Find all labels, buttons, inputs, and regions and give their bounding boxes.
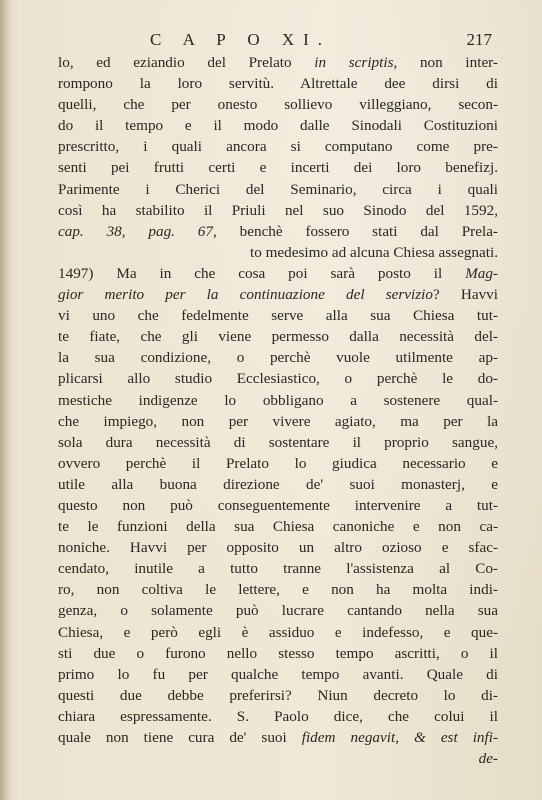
text-line — [58, 115, 498, 136]
text-run: , — [395, 729, 414, 746]
text-run: così ha stabilito il Priuli nel suo Sinodo del 1592, — [58, 201, 498, 219]
text-line — [58, 263, 498, 284]
text-run: ? Havvi — [432, 286, 498, 304]
page-number: 217 — [466, 30, 492, 49]
italic-text: in scriptis — [314, 54, 394, 71]
page-header — [58, 30, 498, 52]
text-line — [58, 643, 498, 664]
text-line — [58, 727, 498, 748]
text-run: questo non può conseguentemente intervenire a tut- — [58, 496, 498, 514]
text-run: questi due debbe preferirsi? Niun decreto lo di- — [58, 686, 498, 704]
text-run: che impiego, non per vivere agiato, ma per la — [58, 412, 498, 430]
text-line — [58, 136, 498, 157]
text-line — [58, 221, 498, 242]
text-line — [58, 579, 498, 600]
text-run: sola dura necessità di sostentare il proprio sangue, — [58, 433, 498, 451]
text-line — [58, 706, 498, 727]
text-line — [58, 347, 498, 368]
text-line — [58, 558, 498, 579]
text-line — [58, 157, 498, 178]
text-run: mestiche indigenze lo obbligano a sostenere qual- — [58, 391, 498, 409]
italic-text: fidem negavit — [301, 729, 396, 746]
text-run: utile alla buona direzione de' suoi monasterj, e — [58, 475, 498, 493]
text-run: ro, non coltiva le lettere, e non ha molta indi- — [58, 581, 498, 599]
text-line — [58, 600, 498, 621]
text-line — [58, 453, 498, 474]
text-line — [58, 326, 498, 347]
text-run: , non inter- — [393, 54, 498, 71]
text-run: ovvero perchè il Prelato lo giudica necessario e — [58, 454, 498, 472]
text-line — [58, 305, 498, 326]
text-run: te fiate, che gli viene permesso dalla necessità del- — [58, 328, 498, 346]
text-run: do il tempo e il modo dalle Sinodali Costituzioni — [58, 117, 498, 135]
italic-text: de- — [478, 750, 498, 768]
text-run: lo, ed eziandio del Prelato — [58, 54, 315, 71]
text-run: la sua condizione, o perchè vuole utilmente ap- — [58, 349, 498, 367]
text-line — [58, 537, 498, 558]
running-head: C A P O XI. — [150, 30, 332, 49]
text-run: to medesimo ad alcuna Chiesa assegnati. — [250, 243, 498, 261]
text-run: sti due o furono nello stesso tempo ascritti, o il — [58, 644, 498, 662]
text-line — [58, 411, 498, 432]
text-run: genza, o solamente può lucrare cantando nella sua — [58, 602, 498, 620]
text-run: prescritto, i quali ancora si computano come pre- — [58, 138, 498, 156]
italic-text: gior merito per la continuazione del servizio — [58, 286, 433, 304]
text-line — [58, 664, 498, 685]
text-run: quelli, che per onesto sollievo villeggiano, secon- — [58, 96, 498, 114]
italic-text: cap. 38, pag. 67 — [58, 222, 213, 240]
text-line — [58, 179, 498, 200]
text-line — [58, 622, 498, 643]
italic-text: Mag- — [465, 264, 498, 282]
body-text — [58, 52, 498, 769]
text-line — [58, 94, 498, 115]
text-line — [58, 685, 498, 706]
text-run: plicarsi allo studio Ecclesiastico, o perchè le do- — [58, 370, 498, 388]
text-run: , benchè fossero stati dal Prela- — [213, 222, 498, 240]
text-run: rompono la loro servitù. Altrettale dee dirsi di — [58, 75, 498, 93]
text-run: 1497) Ma in che cosa poi sarà posto il — [58, 264, 466, 282]
text-run: quale non tiene cura de' suoi — [58, 729, 302, 746]
text-line — [58, 284, 498, 305]
text-run: chiara espressamente. S. Paolo dice, che colui il — [58, 707, 498, 725]
text-line — [58, 495, 498, 516]
text-run: cendato, inutile a tutto tranne l'assistenza al Co- — [58, 560, 498, 578]
text-run: vi uno che fedelmente serve alla sua Chiesa tut- — [58, 307, 498, 325]
text-run: te le funzioni della sua Chiesa canoniche e non ca- — [58, 518, 498, 536]
text-line — [58, 52, 498, 73]
text-run: primo lo fu per qualche tempo avanti. Quale di — [58, 665, 498, 683]
text-line — [58, 73, 498, 94]
text-line — [58, 368, 498, 389]
text-line — [58, 200, 498, 221]
text-line — [58, 474, 498, 495]
italic-text: & est infi- — [414, 729, 498, 746]
text-run: Parimente i Cherici del Seminario, circa i quali — [58, 180, 498, 198]
text-line — [58, 390, 498, 411]
text-run: Chiesa, e però egli è assiduo e indefesso, e que- — [58, 623, 498, 641]
text-run: noniche. Havvi per opposito un altro ozioso e sfac- — [58, 539, 498, 557]
text-line — [58, 516, 498, 537]
text-line — [58, 748, 498, 769]
text-line — [58, 242, 498, 263]
text-line — [58, 432, 498, 453]
text-run: senti pei frutti certi e incerti dei loro benefizj. — [58, 159, 498, 177]
